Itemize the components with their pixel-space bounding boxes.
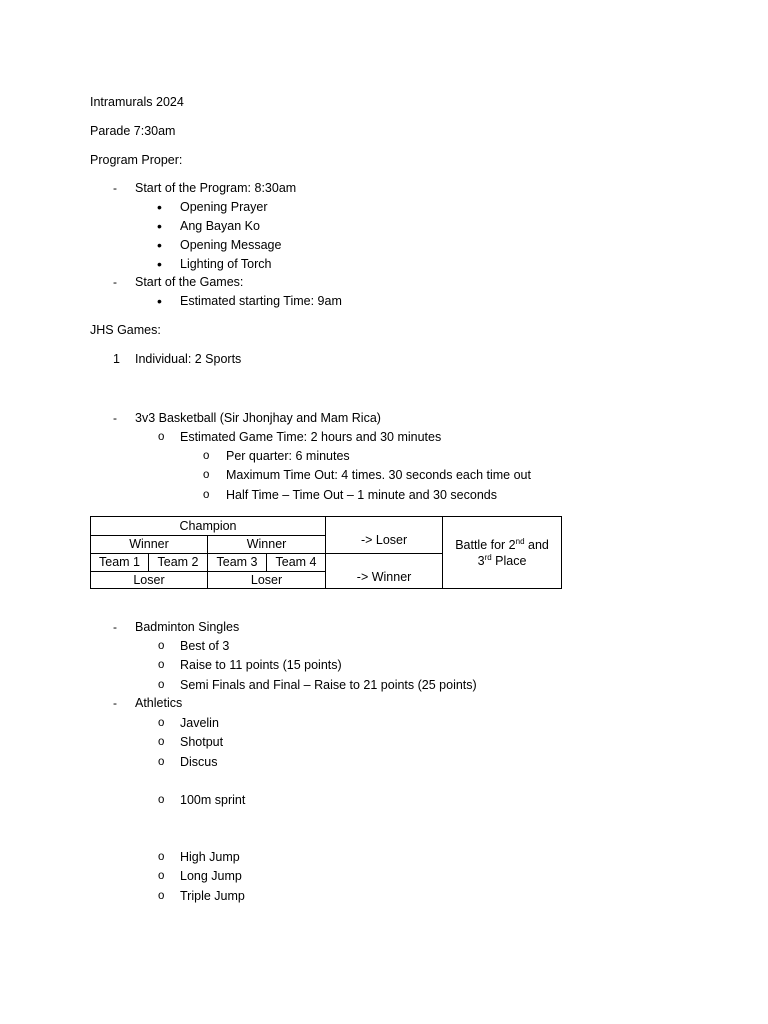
list-item: Discus [180,755,218,769]
list-item: Estimated Game Time: 2 hours and 30 minutes [180,430,442,444]
bracket-team-4: Team 4 [267,554,326,572]
bullet-marker: • [157,256,162,272]
program-heading: Program Proper: [90,153,183,167]
bullet-marker: • [157,237,162,253]
list-item: Half Time – Time Out – 1 minute and 30 seconds [226,488,497,502]
circle-marker: o [158,794,165,806]
circle-marker: o [158,756,165,768]
bracket-loser-right: Loser [208,571,326,589]
circle-marker: o [158,679,165,691]
battle-and: and [524,537,549,552]
circle-marker: o [203,489,210,501]
bracket-table [90,516,562,589]
list-item: Ang Bayan Ko [180,219,260,233]
battle-place: Place [491,553,527,568]
bracket-winner-left: Winner [91,535,208,554]
list-item: Opening Message [180,238,282,252]
program-item-games: Start of the Games: [135,275,244,289]
list-item: Per quarter: 6 minutes [226,449,350,463]
circle-marker: o [203,469,210,481]
circle-marker: o [158,851,165,863]
battle-three: 3 [477,553,485,568]
jhs-heading: JHS Games: [90,323,161,337]
list-number-marker: 1 [113,352,120,366]
circle-marker: o [158,717,165,729]
battle-sup-rd: rd [484,552,492,562]
list-item: Raise to 11 points (15 points) [180,658,342,672]
bracket-arrow-loser: -> Loser [326,517,443,554]
list-item: Estimated starting Time: 9am [180,294,342,308]
document-title: Intramurals 2024 [90,95,184,109]
bullet-marker: • [157,218,162,234]
list-item: Javelin [180,716,219,730]
list-item: Maximum Time Out: 4 times. 30 seconds each time out [226,468,531,482]
athletics-heading: Athletics [135,696,183,710]
list-item: Triple Jump [180,889,245,903]
bracket-team-1: Team 1 [91,554,149,572]
bracket-loser-left: Loser [91,571,208,589]
basketball-heading: 3v3 Basketball (Sir Jhonjhay and Mam Rica) [135,411,381,425]
parade-line: Parade 7:30am [90,124,176,138]
list-dash-marker: - [113,696,117,710]
list-item: Lighting of Torch [180,257,272,271]
bracket-team-2: Team 2 [149,554,208,572]
numbered-item-individual: Individual: 2 Sports [135,352,242,366]
circle-marker: o [158,870,165,882]
bracket-arrow-winner: -> Winner [326,554,443,589]
list-item: Shotput [180,735,224,749]
program-item-start: Start of the Program: 8:30am [135,181,297,195]
circle-marker: o [203,450,210,462]
bracket-team-3: Team 3 [208,554,267,572]
list-item: Semi Finals and Final – Raise to 21 points (25 points) [180,678,477,692]
circle-marker: o [158,659,165,671]
circle-marker: o [158,736,165,748]
badminton-heading: Badminton Singles [135,620,240,634]
bracket-winner-right: Winner [208,535,326,554]
battle-sup-nd: nd [515,536,525,546]
bullet-marker: • [157,199,162,215]
list-dash-marker: - [113,275,117,289]
list-item: 100m sprint [180,793,246,807]
list-dash-marker: - [113,620,117,634]
list-item: Long Jump [180,869,242,883]
circle-marker: o [158,640,165,652]
bracket-champion-cell: Champion [91,517,326,536]
battle-text: Battle for 2 [455,537,516,552]
bullet-marker: • [157,293,162,309]
list-item: High Jump [180,850,240,864]
list-dash-marker: - [113,181,117,195]
circle-marker: o [158,890,165,902]
bracket-battle-cell [443,517,562,589]
list-dash-marker: - [113,411,117,425]
list-item: Opening Prayer [180,200,268,214]
circle-marker: o [158,431,165,443]
list-item: Best of 3 [180,639,230,653]
